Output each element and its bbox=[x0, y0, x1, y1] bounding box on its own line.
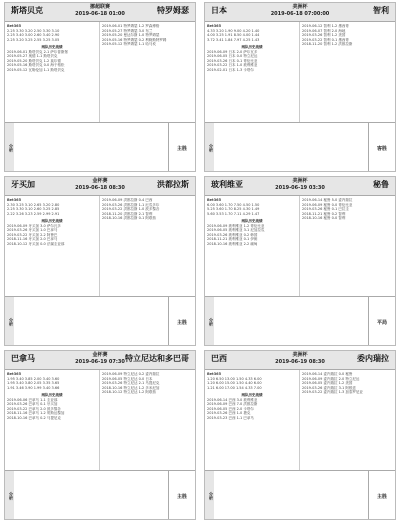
prediction-value: 主胜 bbox=[176, 145, 187, 152]
match-time: 2019-06-18 01:00 bbox=[75, 11, 125, 17]
analysis-section bbox=[205, 470, 395, 520]
history-title: 两队历史战绩 bbox=[241, 393, 263, 397]
home-record: 2019-03-26 巴西 1-0 捷克 bbox=[207, 411, 251, 415]
away-record: 2018-10-16 特立尼达 1-2 多米尼加 bbox=[102, 385, 160, 390]
match-body bbox=[205, 370, 395, 470]
match-header bbox=[205, 177, 395, 196]
away-record: 2019-06-09 洪都拉斯 0-4 巴西 bbox=[102, 198, 153, 202]
match-header bbox=[205, 351, 395, 370]
away-record: 2019-03-26 智利 1-2 美国 bbox=[302, 33, 346, 37]
odds-line: 1.95 3.40 3.85 2.00 3.40 3.60 bbox=[7, 376, 60, 381]
home-record: 2019-06-06 巴拿马 1-1 圭亚那 bbox=[7, 397, 58, 402]
left-column bbox=[5, 22, 100, 122]
home-record: 2018-10-12 牙买加 0-0 法属圭亚那 bbox=[7, 241, 65, 246]
prediction bbox=[368, 123, 395, 172]
analysis-tag: 分析 bbox=[5, 297, 14, 346]
odds-line: 1.95 3.40 3.80 2.05 3.35 3.65 bbox=[7, 381, 60, 385]
home-record: 2019-03-23 巴西 1-1 巴拿马 bbox=[207, 415, 254, 420]
match-info bbox=[265, 352, 335, 366]
odds-line: 1.21 6.00 17.00 1.54 4.33 7.00 bbox=[207, 385, 262, 390]
right-column bbox=[100, 196, 195, 296]
home-team: 巴西 bbox=[211, 354, 227, 363]
analysis-text bbox=[214, 297, 368, 346]
history-title: 两队历史战绩 bbox=[41, 393, 63, 397]
home-record: 2019-06-09 牙买加 3-0 萨尔瓦多 bbox=[7, 223, 61, 228]
home-team: 牙买加 bbox=[11, 180, 35, 189]
odds-label: Bet365 bbox=[207, 24, 222, 28]
away-record: 2019-06-09 特立尼达 0-2 委内瑞拉 bbox=[102, 372, 160, 376]
home-team: 日本 bbox=[211, 6, 227, 15]
left-column bbox=[5, 370, 100, 470]
competition: 金杯赛 bbox=[92, 178, 108, 184]
away-record: 2019-05-20 曼达尔斯 1-0 特罗姆瑟 bbox=[102, 33, 160, 37]
away-team: 洪都拉斯 bbox=[157, 180, 189, 189]
match-body bbox=[205, 196, 395, 296]
away-record: 2019-06-09 秘鲁 0-0 哥伦比亚 bbox=[302, 202, 353, 207]
prediction bbox=[168, 297, 195, 346]
competition: 美洲杯 bbox=[292, 4, 308, 10]
home-record: 2019-03-22 日本 1-0 玻利维亚 bbox=[207, 63, 258, 67]
competition: 挪超联赛 bbox=[89, 4, 110, 10]
odds-line: 2.25 3.40 3.00 2.60 3.40 2.90 bbox=[7, 33, 60, 37]
match-card bbox=[4, 2, 196, 172]
away-record: 2019-06-01 特罗姆瑟 1-2 罗森博格 bbox=[102, 24, 160, 28]
odds-line: 3.72 3.41 1.84 7.97 4.25 1.43 bbox=[207, 37, 260, 42]
away-record: 2019-06-07 智利 2-0 海地 bbox=[302, 28, 346, 33]
away-team: 委内瑞拉 bbox=[357, 354, 389, 363]
prediction-value: 平局 bbox=[376, 319, 387, 326]
match-card bbox=[204, 176, 396, 346]
history-title: 两队历史战绩 bbox=[241, 219, 263, 223]
prediction bbox=[168, 471, 195, 520]
match-info bbox=[265, 4, 335, 18]
odds-line: 2.25 3.30 3.20 2.50 3.30 3.10 bbox=[7, 28, 60, 33]
match-time: 2019-06-19 08:30 bbox=[275, 359, 325, 365]
match-time: 2019-06-18 07:00:00 bbox=[270, 11, 330, 17]
odds-line: 1.20 6.50 13.00 1.50 4.33 6.00 bbox=[207, 376, 262, 381]
analysis-tag: 分析 bbox=[205, 471, 214, 520]
away-record: 2019-03-22 洪都拉斯 1-0 波多黎各 bbox=[102, 207, 160, 211]
history-title: 两队历史战绩 bbox=[41, 45, 63, 49]
home-record: 2019-06-14 巴西 3-0 玻利维亚 bbox=[207, 397, 258, 402]
match-header bbox=[5, 177, 195, 196]
match-body bbox=[5, 22, 195, 122]
home-record: 2019-03-22 巴拿马 2-0 波多黎各 bbox=[7, 406, 61, 411]
odds-line: 2.30 3.25 3.10 2.65 3.20 2.80 bbox=[7, 202, 60, 207]
away-record: 2018-10-12 特立尼达 1-2 阿联酋 bbox=[102, 390, 156, 394]
home-record: 2019-06-05 日本 0-0 特立尼达 bbox=[207, 54, 258, 58]
match-card bbox=[204, 2, 396, 172]
away-team: 特罗姆瑟 bbox=[157, 6, 189, 15]
away-record: 2019-05-12 特罗姆瑟 1-1 哈马坎 bbox=[102, 42, 156, 46]
analysis-section bbox=[5, 470, 195, 520]
left-column bbox=[205, 370, 300, 470]
away-record: 2019-03-22 委内瑞拉 1-3 加泰罗尼亚 bbox=[302, 390, 363, 394]
left-column bbox=[205, 22, 300, 122]
competition: 美洲杯 bbox=[292, 178, 308, 184]
prediction bbox=[368, 297, 395, 346]
away-record: 2019-03-26 特立尼达 2-1 马提尼克 bbox=[102, 381, 160, 385]
away-record: 2018-11-20 洪都拉斯 2-1 智利 bbox=[102, 211, 153, 216]
analysis-text bbox=[14, 297, 168, 346]
away-record: 2018-11-21 秘鲁 0-2 智利 bbox=[302, 211, 346, 216]
odds-line: 2.25 3.30 3.10 2.60 3.25 2.85 bbox=[7, 207, 60, 211]
home-record: 2019-03-26 玻利维亚 0-2 韩国 bbox=[207, 232, 258, 237]
match-time: 2019-06-19 03:30 bbox=[275, 185, 325, 191]
home-record: 2019-05-16 斯塔贝克 0-0 海于格松 bbox=[7, 63, 65, 67]
analysis-text bbox=[214, 471, 368, 520]
home-record: 2019-03-26 日本 0-1 哥伦比亚 bbox=[207, 58, 258, 63]
home-team: 斯塔贝克 bbox=[11, 6, 43, 15]
away-team: 秘鲁 bbox=[373, 180, 389, 189]
right-column bbox=[100, 370, 195, 470]
match-card bbox=[204, 350, 396, 520]
away-team: 特立尼达和多巴哥 bbox=[125, 354, 189, 363]
away-record: 2019-06-14 秘鲁 5-0 委内瑞拉 bbox=[302, 198, 353, 202]
prediction-value: 主胜 bbox=[376, 493, 387, 500]
odds-line: 5.60 3.53 1.70 7.11 4.29 1.47 bbox=[207, 211, 260, 216]
odds-label: Bet365 bbox=[207, 198, 222, 202]
away-record: 2019-03-26 秘鲁 0-1 巴拉圭 bbox=[302, 207, 349, 211]
left-column bbox=[205, 196, 300, 296]
home-record: 2019-03-26 巴拿马 0-1 牙买加 bbox=[7, 402, 58, 406]
home-record: 2019-06-05 玻利维亚 3-1 尼加拉瓜 bbox=[207, 228, 265, 232]
match-header bbox=[5, 3, 195, 22]
left-column bbox=[5, 196, 100, 296]
away-team: 智利 bbox=[373, 6, 389, 15]
right-column bbox=[300, 196, 395, 296]
home-team: 巴拿马 bbox=[11, 354, 35, 363]
home-record: 2018-11-16 牙买加 2-0 巴拿马 bbox=[7, 237, 58, 241]
home-record: 2019-06-09 日本 2-0 萨尔瓦多 bbox=[207, 49, 258, 54]
analysis-text bbox=[214, 123, 368, 172]
prediction bbox=[168, 123, 195, 172]
away-record: 2019-05-27 特罗姆瑟 3-0 布兰 bbox=[102, 28, 153, 33]
odds-line: 1.20 6.00 15.00 1.50 4.40 6.00 bbox=[207, 381, 262, 385]
analysis-tag: 分析 bbox=[205, 123, 214, 172]
odds-line: 6.00 3.60 1.70 7.50 4.50 1.50 bbox=[207, 202, 260, 207]
home-record: 2019-06-01 斯塔贝克 2-1 萨尔普斯堡 bbox=[7, 49, 68, 54]
analysis-tag: 分析 bbox=[5, 123, 14, 172]
odds-label: Bet365 bbox=[207, 372, 222, 376]
history-title: 两队历史战绩 bbox=[241, 45, 263, 49]
match-time: 2019-06-18 08:30 bbox=[75, 185, 125, 191]
away-record: 2019-03-26 洪都拉斯 1-1 厄瓜多尔 bbox=[102, 202, 160, 207]
away-record: 2018-10-16 洪都拉斯 0-1 阿联酋 bbox=[102, 216, 156, 220]
odds-label: Bet365 bbox=[7, 198, 22, 202]
prediction-value: 客胜 bbox=[376, 145, 387, 152]
analysis-text bbox=[14, 123, 168, 172]
match-info bbox=[265, 178, 335, 192]
home-record: 2018-11-16 巴拿马 1-2 哥斯达黎加 bbox=[7, 411, 65, 415]
away-record: 2019-03-22 智利 0-1 墨西哥 bbox=[302, 37, 349, 42]
away-record: 2019-06-05 特立尼达 0-0 日本 bbox=[102, 376, 153, 381]
odds-line: 2.22 3.26 3.23 2.59 2.99 2.91 bbox=[7, 211, 60, 216]
analysis-tag: 分析 bbox=[5, 471, 14, 520]
match-info bbox=[65, 178, 135, 192]
home-record: 2019-02-01 日本 1-3 卡塔尔 bbox=[207, 67, 254, 72]
home-record: 2019-05-27 奥德 1-1 斯塔贝克 bbox=[7, 54, 58, 58]
match-header bbox=[205, 3, 395, 22]
analysis-section bbox=[5, 296, 195, 346]
odds-line: 4.00 3.25 1.91 8.50 4.00 1.44 bbox=[207, 33, 260, 37]
match-body bbox=[205, 22, 395, 122]
match-card bbox=[4, 350, 196, 520]
right-column bbox=[300, 22, 395, 122]
odds-line: 4.33 3.20 1.90 9.00 4.20 1.40 bbox=[207, 28, 260, 33]
home-record: 2018-10-16 巴拿马 0-2 马提尼克 bbox=[7, 415, 61, 420]
analysis-section bbox=[205, 122, 395, 172]
odds-label: Bet365 bbox=[7, 24, 22, 28]
home-record: 2019-03-26 牙买加 1-0 巴拿马 bbox=[7, 228, 58, 232]
match-body bbox=[5, 370, 195, 470]
odds-line: 2.25 3.20 3.25 2.55 3.25 3.05 bbox=[7, 37, 60, 42]
match-card bbox=[4, 176, 196, 346]
home-record: 2019-06-09 巴西 7-0 洪都拉斯 bbox=[207, 402, 258, 406]
prediction-value: 主胜 bbox=[176, 493, 187, 500]
home-record: 2018-11-21 玻利维亚 0-1 伊朗 bbox=[207, 237, 258, 241]
analysis-section bbox=[205, 296, 395, 346]
home-record: 2019-03-22 牙买加 2-2 阿鲁巴 bbox=[7, 232, 58, 237]
away-record: 2019-06-09 委内瑞拉 2-0 特立尼达 bbox=[302, 376, 360, 381]
away-record: 2019-03-26 委内瑞拉 3-1 阿根廷 bbox=[302, 385, 356, 390]
right-column bbox=[100, 22, 195, 122]
competition: 金杯赛 bbox=[92, 352, 108, 358]
home-record: 2019-06-05 巴西 2-0 卡塔尔 bbox=[207, 406, 254, 411]
history-title: 两队历史战绩 bbox=[41, 219, 63, 223]
odds-line: 5.25 3.60 1.70 8.25 4.30 1.49 bbox=[207, 207, 260, 211]
away-record: 2019-06-12 智利 1-2 墨西哥 bbox=[302, 24, 349, 28]
match-info bbox=[65, 4, 135, 18]
right-column bbox=[300, 370, 395, 470]
analysis-section bbox=[5, 122, 195, 172]
match-header bbox=[5, 351, 195, 370]
home-record: 2019-06-09 玻利维亚 1-2 哥伦比亚 bbox=[207, 223, 265, 228]
match-body bbox=[5, 196, 195, 296]
home-record: 2019-05-20 斯塔贝克 1-2 莫尔德 bbox=[7, 58, 61, 63]
analysis-tag: 分析 bbox=[205, 297, 214, 346]
odds-label: Bet365 bbox=[7, 372, 22, 376]
away-record: 2019-06-05 委内瑞拉 1-2 美国 bbox=[302, 381, 353, 385]
home-record: 2018-10-16 玻利维亚 2-2 缅甸 bbox=[207, 241, 258, 246]
odds-line: 1.91 3.46 3.90 1.99 3.40 3.66 bbox=[7, 385, 60, 390]
away-record: 2019-05-16 特罗姆瑟 0-2 利勒斯特罗姆 bbox=[102, 37, 167, 42]
home-record: 2019-05-12 瓦勒伦加 1-1 斯塔贝克 bbox=[7, 67, 65, 72]
prediction bbox=[368, 471, 395, 520]
competition: 美洲杯 bbox=[292, 352, 308, 358]
away-record: 2018-11-20 智利 1-2 洪都拉斯 bbox=[302, 42, 353, 46]
away-record: 2019-06-14 委内瑞拉 0-0 秘鲁 bbox=[302, 372, 353, 376]
analysis-text bbox=[14, 471, 168, 520]
away-record: 2018-10-16 秘鲁 0-0 智利 bbox=[302, 216, 346, 220]
match-time: 2019-06-19 07:30 bbox=[75, 359, 125, 365]
prediction-value: 主胜 bbox=[176, 319, 187, 326]
home-team: 玻利维亚 bbox=[211, 180, 243, 189]
